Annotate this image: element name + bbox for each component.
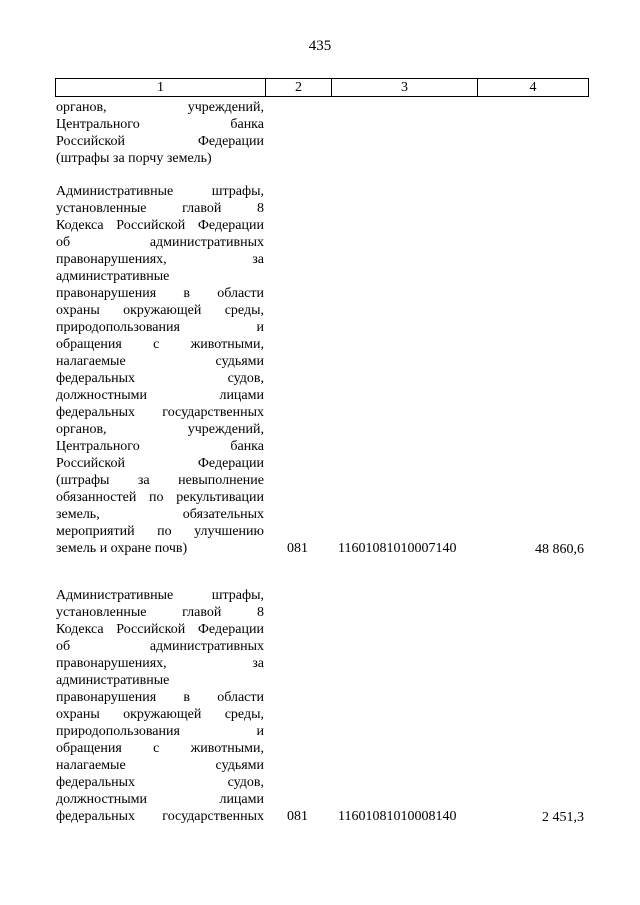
entry-description: [56, 587, 264, 825]
entry-description-line: органов, учреждений,: [56, 422, 264, 437]
entry-description-line: правонарушения в области: [56, 690, 264, 705]
entry-description-line: Кодекса Российской Федерации: [56, 218, 264, 233]
entry-description: [56, 183, 264, 557]
entry-description-line: Кодекса Российской Федерации: [56, 622, 264, 637]
entry-description-line: земель, обязательных: [56, 507, 264, 522]
entry-description-line: мероприятий по улучшению: [56, 524, 264, 539]
entry-description-line: правонарушениях, за: [56, 656, 264, 671]
entry-description-line: налагаемые судьями: [56, 758, 264, 773]
entry-description-line: федеральных судов,: [56, 775, 264, 790]
entry-description-line: обращения с животными,: [56, 741, 264, 756]
entry-description: [56, 99, 264, 167]
column-header-3: 3: [332, 79, 478, 97]
entry-description-line: федеральных судов,: [56, 371, 264, 386]
entry-description-line: охраны окружающей среды,: [56, 303, 264, 318]
entry-amount: 2 451,3: [542, 810, 584, 825]
entry-description-line: установленные главой 8: [56, 605, 264, 620]
entry-description-line: обращения с животными,: [56, 337, 264, 352]
entry-description-line: должностными лицами: [56, 388, 264, 403]
entry-description-line: Российской Федерации: [56, 456, 264, 471]
entry-description-line: Административные штрафы,: [56, 184, 264, 199]
entry-classification-code: 11601081010007140: [338, 541, 457, 556]
entry-description-line: правонарушениях, за: [56, 252, 264, 267]
entry-classification-code: 11601081010008140: [338, 809, 457, 824]
column-header-row: [56, 79, 589, 97]
entry-description-line: охраны окружающей среды,: [56, 707, 264, 722]
entry-description-line: обязанностей по рекультивации: [56, 490, 264, 505]
entry-description-line: природопользования и: [56, 724, 264, 739]
entry-description-line: федеральных государственных: [56, 405, 264, 420]
entry-description-line: установленные главой 8: [56, 201, 264, 216]
entry-description-line: административные: [56, 673, 170, 688]
entry-description-line: органов, учреждений,: [56, 100, 264, 115]
entry-description-line: правонарушения в области: [56, 286, 264, 301]
entry-description-line: административные: [56, 269, 170, 284]
entry-budget-code: 081: [287, 809, 308, 824]
entry-amount: 48 860,6: [535, 542, 584, 557]
entry-budget-code: 081: [287, 541, 308, 556]
entry-description-line: земель и охране почв): [56, 541, 188, 556]
column-header-table: [55, 78, 589, 97]
entry-description-line: налагаемые судьями: [56, 354, 264, 369]
entry-description-line: Российской Федерации: [56, 134, 264, 149]
column-header-2: 2: [266, 79, 332, 97]
column-header-1: 1: [56, 79, 266, 97]
entry-description-line: природопользования и: [56, 320, 264, 335]
column-header-4: 4: [478, 79, 589, 97]
entry-description-line: Центрального банка: [56, 439, 264, 454]
entry-description-line: об административных: [56, 235, 264, 250]
entry-description-line: федеральных государственных: [56, 809, 264, 824]
entry-description-line: об административных: [56, 639, 264, 654]
entry-description-line: (штрафы за невыполнение: [56, 473, 264, 488]
entry-description-line: Административные штрафы,: [56, 588, 264, 603]
entry-description-line: Центрального банка: [56, 117, 264, 132]
page-number: 435: [308, 38, 332, 54]
entry-description-line: (штрафы за порчу земель): [56, 151, 212, 166]
entry-description-line: должностными лицами: [56, 792, 264, 807]
